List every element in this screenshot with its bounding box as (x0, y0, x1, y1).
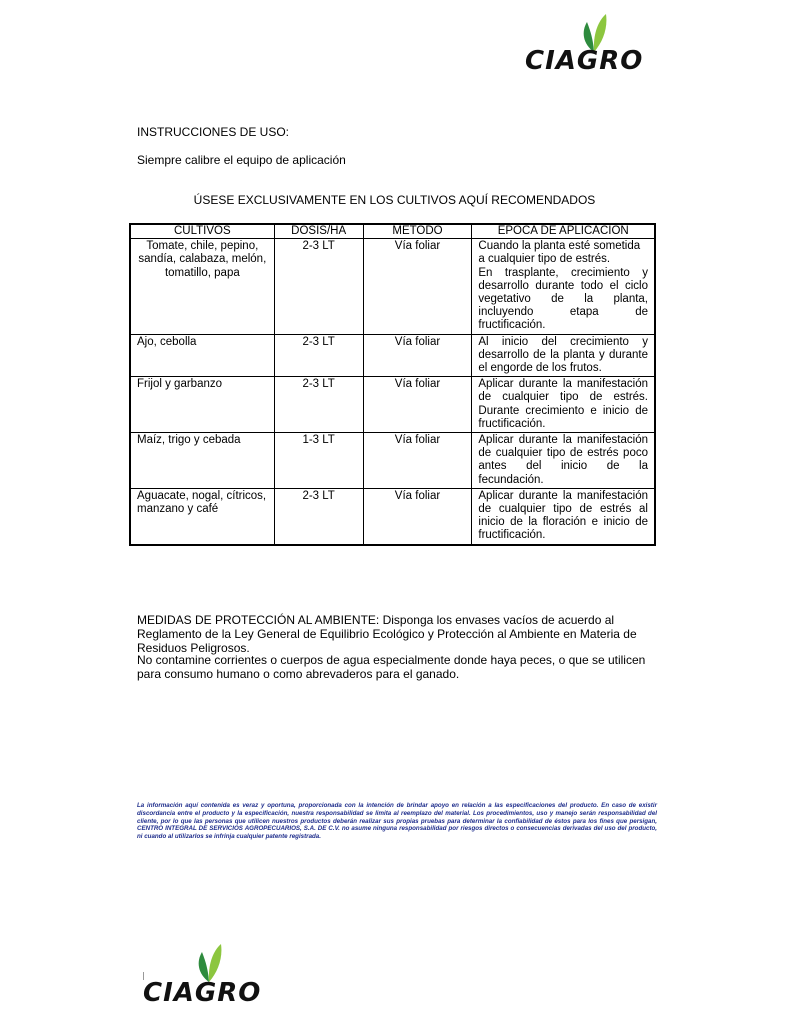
table-row (130, 433, 655, 489)
crop-cell: Tomate, chile, pepino, sandía, calabaza, melón, tomatillo, papa (130, 239, 274, 334)
method-cell: Vía foliar (363, 433, 472, 489)
method-cell: Vía foliar (363, 377, 472, 433)
method-cell: Vía foliar (363, 239, 472, 334)
legal-disclaimer: La información aquí contenida es veraz y oportuna, proporcionada con la intención de brindar apoyo en relación a las especificaciones del producto. En caso de existir discordancia entre el producto y la especificación, nuestra responsabilidad se limita al reemplazo del material. Los procedimientos, uso y manejo serán responsabilidad del cliente, por lo que las personas que utilicen nuestros productos deberán realizar sus propias pruebas para determinar la confiabilidad de éstos para los fines que persigan, CENTRO INTEGRAL DE SERVICIOS AGROPECUARIOS, S.A. DE C.V. no asume ninguna responsabilidad por riesgos directos o consecuencias derivadas del uso del producto, ni cuando al utilizarlos se infrinja cualquier patente registrada. (137, 802, 657, 841)
application-time-cell: Aplicar durante la manifestación de cualquier tipo de estrés poco antes del inicio de la fecundación. (472, 433, 655, 489)
dose-cell: 2-3 LT (274, 334, 363, 377)
header-dose: DOSIS/HA (274, 224, 363, 239)
table-header-row (130, 224, 655, 239)
table-row (130, 377, 655, 433)
ciagro-logo-bottom (143, 942, 283, 1008)
dose-cell: 2-3 LT (274, 488, 363, 544)
dose-cell: 1-3 LT (274, 433, 363, 489)
instructions-title: INSTRUCCIONES DE USO: (137, 125, 290, 139)
crop-cell: Aguacate, nogal, cítricos, manzano y café (130, 488, 274, 544)
application-time-cell: Aplicar durante la manifestación de cualquier tipo de estrés al inicio de la floración e inicio de fructificación. (472, 488, 655, 544)
table-row (130, 239, 655, 334)
crop-cell: Ajo, cebolla (130, 334, 274, 377)
application-time-text: Cuando la planta esté sometida a cualquier tipo de estrés. (478, 240, 641, 266)
exclusive-use-heading: ÚSESE EXCLUSIVAMENTE EN LOS CULTIVOS AQUÍ RECOMENDADOS (193, 193, 596, 207)
table-row (130, 334, 655, 377)
environmental-measures: MEDIDAS DE PROTECCIÓN AL AMBIENTE: Disponga los envases vacíos de acuerdo al Reglamento de la Ley General de Equilibrio Ecológico y Protección al Ambiente en Materia de Residuos Peligrosos. (137, 613, 637, 655)
calibrate-note: Siempre calibre el equipo de aplicación (137, 153, 346, 167)
dose-cell: 2-3 LT (274, 377, 363, 433)
application-time-cell (472, 239, 655, 334)
method-cell: Vía foliar (363, 334, 472, 377)
ciagro-logo-top (525, 12, 665, 78)
brand-wordmark: CIAGRO (525, 46, 644, 76)
application-time-text: En trasplante, crecimiento y desarrollo durante todo el ciclo vegetativo de la planta, incluyendo etapa de fructificación. (478, 266, 648, 332)
dose-cell: 2-3 LT (274, 239, 363, 334)
brand-wordmark: CIAGRO (143, 978, 262, 1008)
application-time-cell: Al inicio del crecimiento y desarrollo de la planta y durante el engorde de los frutos. (472, 334, 655, 377)
no-contaminate-note: No contamine corrientes o cuerpos de agua especialmente donde haya peces, o que se utilicen para consumo humano o como abrevaderos para el ganado. (137, 653, 646, 681)
table-row (130, 488, 655, 544)
crop-cell: Frijol y garbanzo (130, 377, 274, 433)
header-application-time: ÉPOCA DE APLICACIÓN (472, 224, 655, 239)
crop-cell: Maíz, trigo y cebada (130, 433, 274, 489)
application-time-cell: Aplicar durante la manifestación de cualquier tipo de estrés. Durante crecimiento e inicio de fructificación. (472, 377, 655, 433)
header-crops: CULTIVOS (130, 224, 274, 239)
method-cell: Vía foliar (363, 488, 472, 544)
crops-table (129, 223, 656, 546)
header-method: METODO (363, 224, 472, 239)
